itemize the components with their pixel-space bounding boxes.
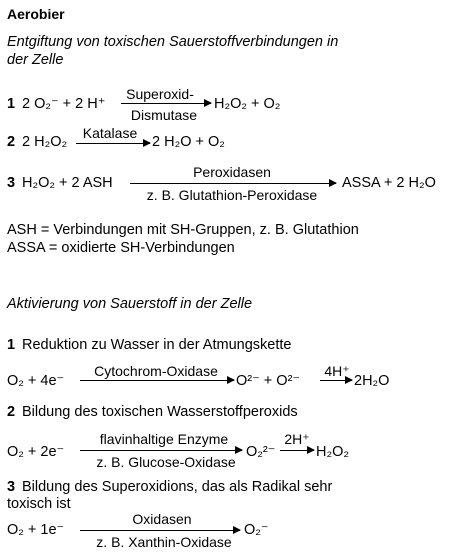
enzyme-label: z. B. Glutathion-Peroxidase <box>146 187 318 203</box>
enzyme-label: Dismutase <box>130 107 198 123</box>
process-number: 2 <box>7 404 16 420</box>
definition-assa: ASSA = oxidierte SH-Verbindungen <box>7 240 235 256</box>
reaction-number: 2 <box>7 134 16 150</box>
enzyme-label: 2H⁺ <box>284 431 310 447</box>
reaction-lhs: O₂ + 4e⁻ <box>7 373 65 389</box>
heading: Aerobier <box>7 6 65 22</box>
reaction-rhs: O₂⁻ <box>244 522 269 538</box>
section1-title-line2: der Zelle <box>7 52 64 68</box>
reaction-rhs: H₂O₂ + O₂ <box>214 96 281 112</box>
process-number: 1 <box>7 337 16 353</box>
reaction-number: 1 <box>7 96 16 112</box>
reaction-arrow <box>130 183 336 184</box>
reaction-arrow <box>76 143 150 144</box>
reaction-arrow <box>80 450 242 451</box>
reaction-arrow <box>80 530 240 531</box>
reaction-lhs: 2 O₂⁻ + 2 H⁺ <box>22 96 106 112</box>
process-text: Reduktion zu Wasser in der Atmungskette <box>22 337 292 353</box>
reaction-rhs: H₂O₂ <box>316 444 350 460</box>
reaction-arrow <box>280 450 314 451</box>
enzyme-label: Oxidasen <box>132 511 192 527</box>
reaction-lhs: O₂ + 1e⁻ <box>7 522 65 538</box>
enzyme-label: flavinhaltige Enzyme <box>99 431 229 447</box>
process-text-continued: toxisch ist <box>7 496 71 512</box>
reaction-intermediate: O²⁻ + O²⁻ <box>236 373 301 389</box>
reaction-rhs: 2H₂O <box>354 373 390 389</box>
enzyme-label: z. B. Glucose-Oxidase <box>96 454 236 470</box>
section1-title-line1: Entgiftung von toxischen Sauerstoffverbindungen in <box>7 34 339 50</box>
enzyme-label: z. B. Xanthin-Oxidase <box>96 534 232 550</box>
reaction-arrow <box>320 380 352 381</box>
process-number: 3 <box>7 479 16 495</box>
definition-ash: ASH = Verbindungen mit SH-Gruppen, z. B. Glutathion <box>7 222 359 238</box>
reaction-arrow <box>80 380 234 381</box>
reaction-intermediate: O₂²⁻ <box>246 444 276 460</box>
reaction-lhs: 2 H₂O₂ <box>22 134 68 150</box>
reaction-rhs: 2 H₂O + O₂ <box>152 134 225 150</box>
reaction-lhs: O₂ + 2e⁻ <box>7 444 65 460</box>
reaction-rhs: ASSA + 2 H₂O <box>342 175 436 191</box>
process-text: Bildung des Superoxidions, das als Radikal sehr <box>22 479 333 495</box>
enzyme-label: Cytochrom-Oxidase <box>94 363 218 379</box>
section2-title: Aktivierung von Sauerstoff in der Zelle <box>7 296 253 312</box>
enzyme-label: Peroxidasen <box>193 164 271 180</box>
enzyme-label: Katalase <box>82 125 138 141</box>
reaction-number: 3 <box>7 175 16 191</box>
reaction-lhs: H₂O₂ + 2 ASH <box>22 175 113 191</box>
enzyme-label: Superoxid- <box>126 86 194 102</box>
reaction-arrow <box>121 103 211 104</box>
enzyme-label: 4H⁺ <box>324 363 350 379</box>
process-text: Bildung des toxischen Wasserstoffperoxids <box>22 404 298 420</box>
